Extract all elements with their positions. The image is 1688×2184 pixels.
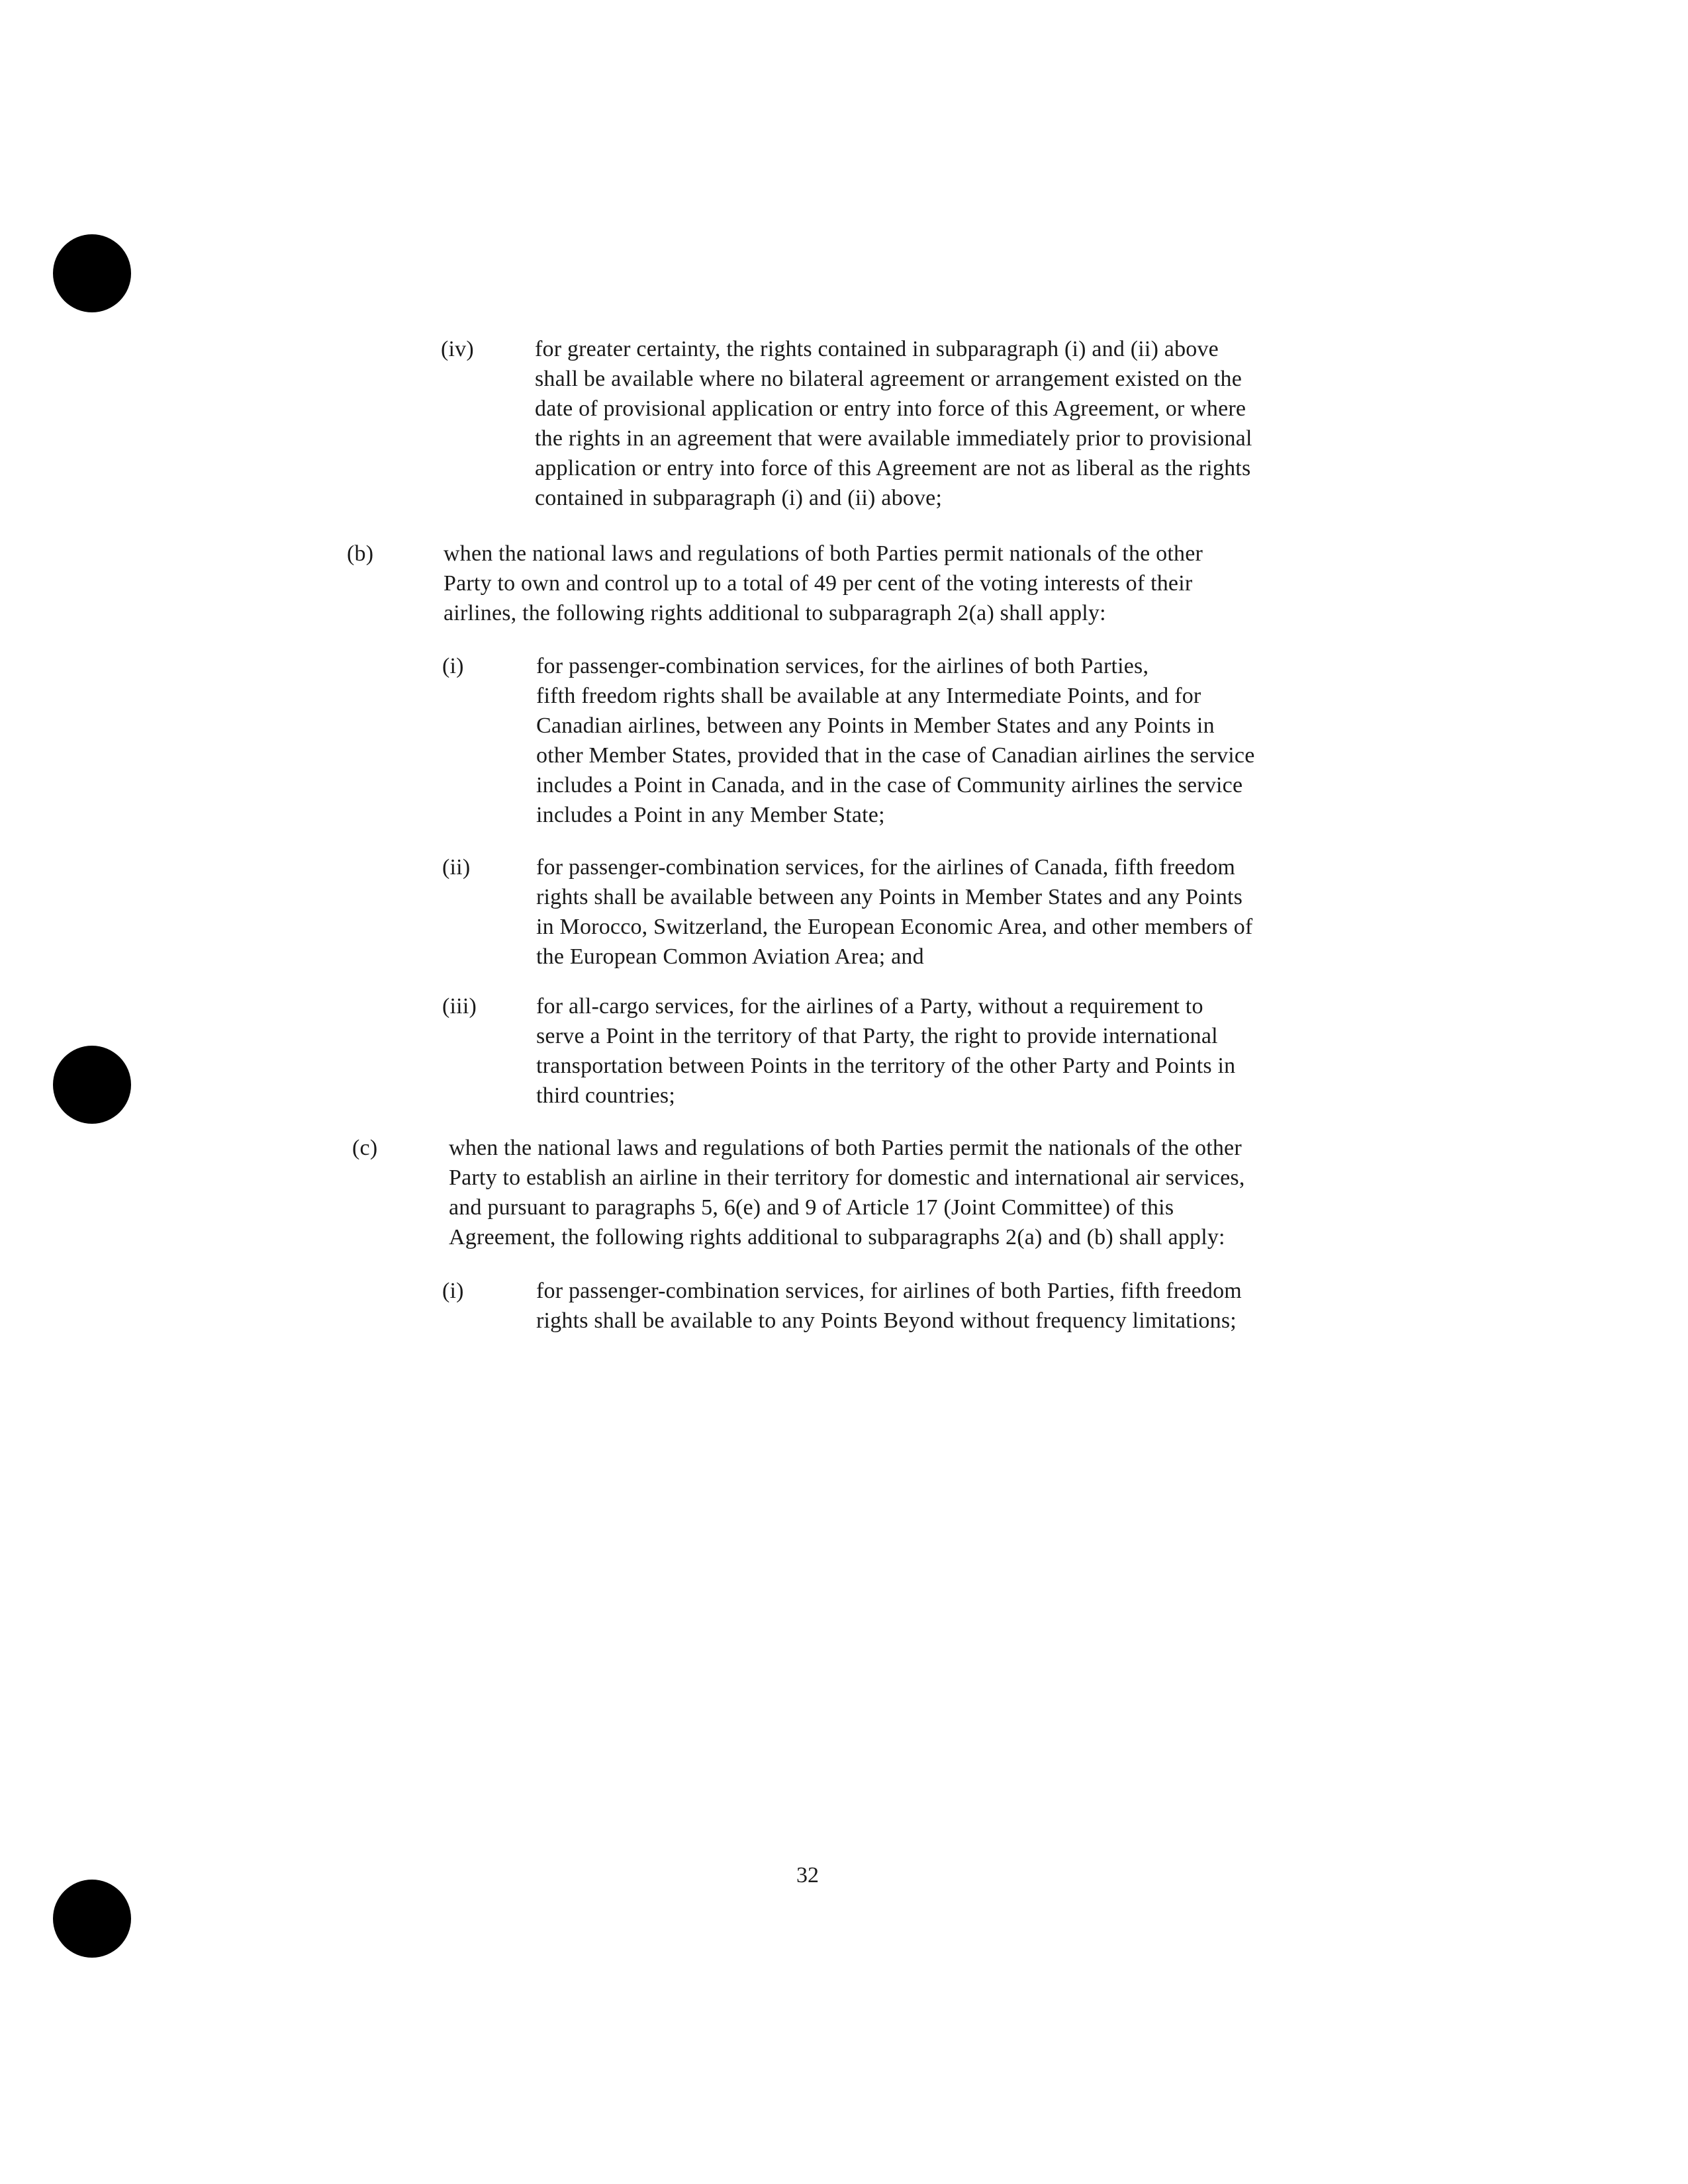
item-label: (i): [442, 654, 464, 678]
item-label: (iii): [442, 994, 477, 1019]
item-label: (iv): [441, 337, 474, 361]
punch-hole-top: [53, 234, 131, 312]
text-line: serve a Point in the territory of that Party, the right to provide international: [536, 1024, 1218, 1048]
text-line: the rights in an agreement that were available immediately prior to provisional: [535, 426, 1252, 451]
text-line: for all-cargo services, for the airlines of a Party, without a requirement to: [536, 994, 1203, 1019]
text-line: fifth freedom rights shall be available at any Intermediate Points, and for: [536, 684, 1201, 708]
punch-hole-bottom: [53, 1880, 131, 1958]
text-line: and pursuant to paragraphs 5, 6(e) and 9 of Article 17 (Joint Committee) of this: [449, 1195, 1174, 1220]
text-line: for passenger-combination services, for airlines of both Parties, fifth freedom: [536, 1279, 1242, 1303]
text-line: includes a Point in Canada, and in the case of Community airlines the service: [536, 773, 1243, 797]
subparagraph-a-iv: [441, 334, 1368, 520]
item-label: (ii): [442, 855, 471, 880]
item-label: (i): [442, 1279, 464, 1303]
text-line: Canadian airlines, between any Points in Member States and any Points in: [536, 713, 1215, 738]
text-line: other Member States, provided that in the case of Canadian airlines the service: [536, 743, 1255, 768]
text-line: application or entry into force of this Agreement are not as liberal as the rights: [535, 456, 1251, 480]
text-line: Party to establish an airline in their territory for domestic and international air services,: [449, 1165, 1245, 1190]
item-text: [535, 334, 1252, 513]
text-line: for passenger-combination services, for the airlines of Canada, fifth freedom: [536, 855, 1236, 880]
text-line: when the national laws and regulations of both Parties permit nationals of the other: [444, 541, 1203, 566]
text-line: contained in subparagraph (i) and (ii) above;: [535, 486, 943, 510]
paragraph-b: [347, 539, 1366, 631]
subparagraph-b-iii: [442, 991, 1369, 1117]
text-line: transportation between Points in the territory of the other Party and Points in: [536, 1054, 1236, 1078]
subparagraph-b-ii: [442, 852, 1369, 978]
subparagraph-b-i: [442, 651, 1369, 837]
item-text: [536, 1276, 1242, 1336]
text-line: third countries;: [536, 1083, 675, 1108]
text-line: for passenger-combination services, for the airlines of both Parties,: [536, 654, 1149, 678]
text-line: in Morocco, Switzerland, the European Economic Area, and other members of: [536, 915, 1253, 939]
item-text: [536, 991, 1235, 1111]
text-line: for greater certainty, the rights contained in subparagraph (i) and (ii) above: [535, 337, 1219, 361]
punch-hole-middle: [53, 1046, 131, 1124]
paragraph-c: [352, 1133, 1372, 1259]
item-text: [444, 539, 1203, 628]
item-text: [536, 651, 1255, 830]
text-line: Party to own and control up to a total of 49 per cent of the voting interests of their: [444, 571, 1193, 596]
text-line: shall be available where no bilateral agreement or arrangement existed on the: [535, 367, 1242, 391]
text-line: rights shall be available to any Points Beyond without frequency limitations;: [536, 1308, 1237, 1333]
text-line: when the national laws and regulations of both Parties permit the nationals of the other: [449, 1136, 1242, 1160]
text-line: the European Common Aviation Area; and: [536, 944, 924, 969]
text-line: airlines, the following rights additional to subparagraph 2(a) shall apply:: [444, 601, 1106, 625]
text-line: rights shall be available between any Points in Member States and any Points: [536, 885, 1243, 909]
text-line: Agreement, the following rights additional to subparagraphs 2(a) and (b) shall apply:: [449, 1225, 1225, 1250]
page-number: 32: [796, 1863, 819, 1888]
text-line: includes a Point in any Member State;: [536, 803, 885, 827]
text-line: date of provisional application or entry into force of this Agreement, or where: [535, 396, 1246, 421]
item-label: (b): [347, 541, 374, 566]
subparagraph-c-i: [442, 1276, 1369, 1342]
item-text: [536, 852, 1252, 972]
item-label: (c): [352, 1136, 378, 1160]
item-text: [449, 1133, 1245, 1252]
